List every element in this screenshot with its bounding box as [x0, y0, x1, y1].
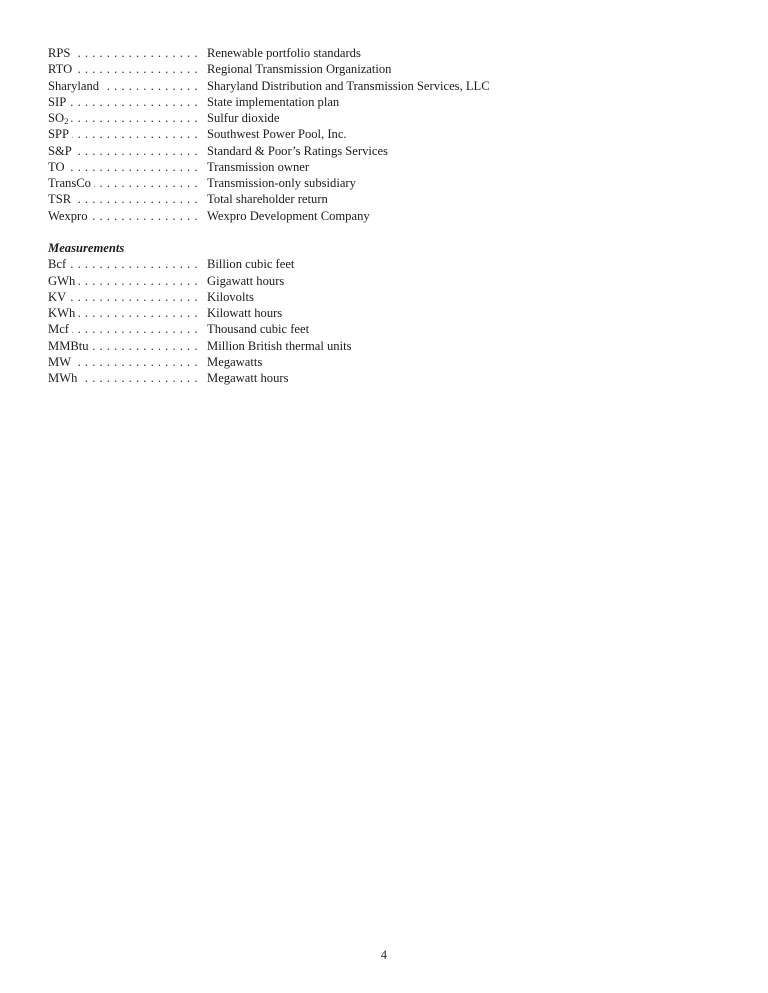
dot-leader — [71, 110, 198, 126]
abbreviation-definition: Renewable portfolio standards — [207, 46, 361, 60]
abbreviation-term-cell — [48, 78, 207, 94]
measurement-term-cell — [48, 289, 207, 305]
abbreviation-term — [48, 175, 91, 191]
abbreviation-row — [48, 208, 728, 224]
abbreviation-term-text: SIP — [48, 94, 67, 109]
measurement-term-text: KWh — [48, 306, 76, 320]
abbreviation-row — [48, 175, 728, 191]
page-footer — [0, 948, 768, 963]
abbreviation-term-cell — [48, 126, 207, 142]
measurements-list — [48, 256, 728, 386]
abbreviation-row — [48, 61, 728, 77]
abbreviation-term-text: SO — [48, 111, 65, 125]
measurement-row — [48, 370, 728, 386]
dot-leader — [91, 208, 198, 224]
page-number: 4 — [380, 948, 388, 962]
measurement-row — [48, 273, 728, 289]
measurement-term — [48, 321, 69, 337]
abbreviation-definition: Southwest Power Pool, Inc. — [207, 127, 347, 142]
measurement-term-text: KV — [48, 289, 67, 304]
measurement-row — [48, 256, 728, 272]
measurement-definition: Gigawatt hours — [207, 273, 285, 288]
abbreviation-term-cell — [48, 191, 207, 207]
page-content — [48, 45, 728, 386]
measurement-row — [48, 321, 728, 337]
abbreviation-term-text: TransCo — [48, 176, 91, 190]
dot-leader — [75, 61, 198, 77]
measurement-term-text: MW — [48, 354, 72, 369]
measurement-term-text: Bcf — [48, 257, 67, 272]
measurement-definition: Billion cubic feet — [207, 257, 295, 272]
dot-leader — [68, 159, 198, 175]
measurement-row — [48, 289, 728, 305]
measurement-term-text: MMBtu — [48, 338, 89, 353]
dot-leader — [78, 305, 198, 321]
measurement-row — [48, 305, 728, 321]
dot-leader — [102, 78, 198, 94]
abbreviation-term-text: RPS — [48, 46, 71, 60]
dot-leader — [72, 126, 198, 142]
dot-leader — [75, 143, 198, 159]
measurement-term-cell — [48, 338, 207, 354]
measurement-definition: Megawatts — [207, 354, 263, 369]
abbreviation-row — [48, 159, 728, 175]
dot-leader — [73, 45, 198, 61]
abbreviation-term-text: TO — [48, 159, 65, 174]
measurement-definition: Megawatt hours — [207, 371, 289, 385]
abbreviation-term-text: RTO — [48, 62, 73, 77]
abbreviation-row — [48, 78, 728, 94]
measurement-term-text: Mcf — [48, 322, 69, 337]
abbreviation-definition: Transmission-only subsidiary — [207, 176, 356, 190]
dot-leader — [69, 94, 198, 110]
dot-leader — [78, 273, 198, 289]
abbreviation-term-text: S&P — [48, 143, 72, 158]
abbreviation-row — [48, 126, 728, 142]
abbreviation-definition: Total shareholder return — [207, 192, 328, 207]
abbreviation-definition: Sulfur dioxide — [207, 111, 280, 125]
abbreviation-term-cell — [48, 143, 207, 159]
abbreviation-term-text: Sharyland — [48, 78, 100, 93]
abbreviation-definition: Wexpro Development Company — [207, 208, 370, 223]
dot-leader — [69, 289, 198, 305]
abbreviation-definition: Regional Transmission Organization — [207, 62, 392, 77]
dot-leader — [80, 370, 198, 386]
abbreviation-term-text: Wexpro — [48, 208, 88, 223]
abbreviation-term-cell — [48, 45, 207, 61]
measurement-term-cell — [48, 321, 207, 337]
abbreviation-term-cell — [48, 61, 207, 77]
abbreviation-term-cell — [48, 175, 207, 191]
abbreviation-row — [48, 143, 728, 159]
abbreviation-definition: Sharyland Distribution and Transmission Services, LLC — [207, 78, 490, 93]
measurement-term-cell — [48, 370, 207, 386]
abbreviation-row — [48, 94, 728, 110]
dot-leader — [94, 175, 198, 191]
abbreviation-term — [48, 110, 68, 126]
measurement-term-cell — [48, 354, 207, 370]
abbreviation-term-text: TSR — [48, 192, 72, 207]
measurement-row — [48, 354, 728, 370]
abbreviation-term — [48, 191, 71, 207]
dot-leader — [74, 354, 198, 370]
abbreviations-list — [48, 45, 728, 224]
measurement-definition: Kilovolts — [207, 289, 254, 304]
measurement-definition: Million British thermal units — [207, 338, 352, 353]
dot-leader — [69, 256, 198, 272]
abbreviation-term — [48, 45, 70, 61]
abbreviation-term — [48, 159, 65, 175]
measurement-definition: Thousand cubic feet — [207, 322, 310, 337]
abbreviation-term — [48, 61, 72, 77]
measurement-term — [48, 289, 66, 305]
abbreviation-row — [48, 45, 728, 61]
measurements-heading: Measurements — [48, 241, 125, 255]
measurement-term — [48, 370, 77, 386]
measurement-term — [48, 354, 71, 370]
measurement-term-cell — [48, 256, 207, 272]
dot-leader — [92, 338, 198, 354]
abbreviation-term-text: SPP — [48, 127, 70, 142]
abbreviation-term — [48, 208, 88, 224]
abbreviation-term-subscript: 2 — [64, 115, 69, 126]
abbreviation-term-cell — [48, 94, 207, 110]
measurement-term-cell — [48, 273, 207, 289]
measurement-term-cell — [48, 305, 207, 321]
abbreviation-row — [48, 110, 728, 126]
abbreviation-row — [48, 191, 728, 207]
measurement-term — [48, 305, 75, 321]
abbreviation-definition: Transmission owner — [207, 159, 310, 174]
abbreviation-term-cell — [48, 110, 207, 126]
measurement-term — [48, 256, 66, 272]
dot-leader — [74, 191, 198, 207]
abbreviation-term — [48, 94, 66, 110]
abbreviation-definition: Standard & Poor’s Ratings Services — [207, 143, 388, 158]
abbreviation-term — [48, 78, 99, 94]
measurement-term-text: GWh — [48, 273, 76, 288]
measurement-term — [48, 338, 89, 354]
abbreviation-definition: State implementation plan — [207, 94, 340, 109]
abbreviation-term — [48, 143, 72, 159]
abbreviation-term — [48, 126, 69, 142]
dot-leader — [72, 321, 198, 337]
measurement-definition: Kilowatt hours — [207, 306, 283, 320]
abbreviation-term-cell — [48, 159, 207, 175]
measurement-term-text: MWh — [48, 371, 78, 385]
abbreviation-term-cell — [48, 208, 207, 224]
measurement-term — [48, 273, 75, 289]
measurement-row — [48, 338, 728, 354]
